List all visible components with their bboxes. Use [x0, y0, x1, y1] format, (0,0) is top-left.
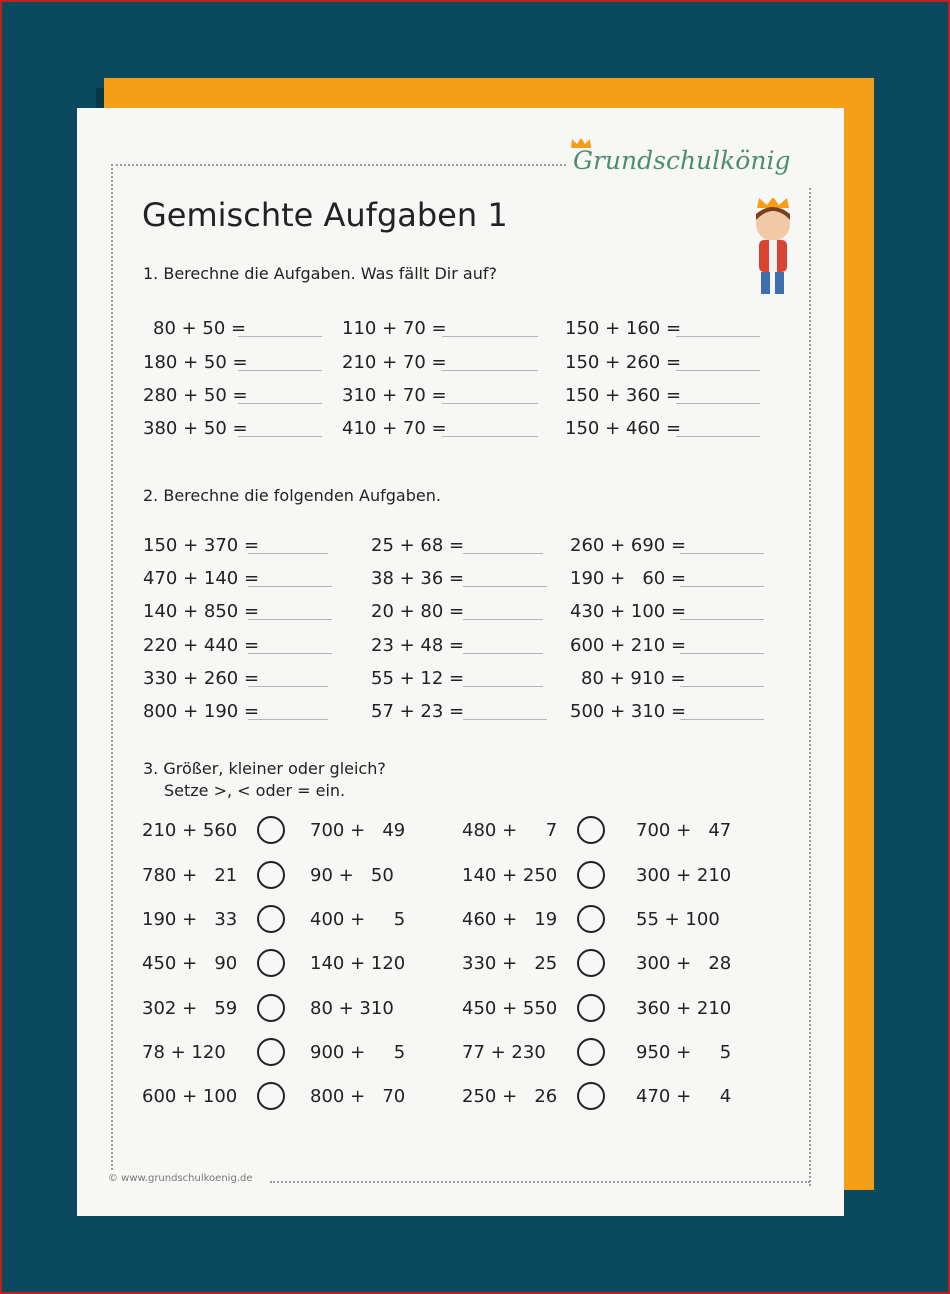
dotted-border-right: [809, 188, 811, 1186]
task1-equation: 80 + 50 =: [153, 318, 247, 339]
comparison-circle[interactable]: [257, 861, 285, 889]
comparison-circle[interactable]: [577, 1082, 605, 1110]
compare-right-expression: 700 + 47: [636, 820, 732, 841]
task2-equation: 330 + 260 =: [143, 668, 260, 689]
task1-equation: 150 + 360 =: [565, 385, 682, 406]
compare-left-expression: 780 + 21: [142, 865, 238, 886]
comparison-circle[interactable]: [577, 861, 605, 889]
answer-line[interactable]: [463, 686, 543, 687]
answer-line[interactable]: [463, 553, 543, 554]
task2-equation: 140 + 850 =: [143, 601, 260, 622]
task2-equation: 80 + 910 =: [581, 668, 686, 689]
boy-with-crown-icon: [745, 198, 800, 298]
comparison-circle[interactable]: [257, 905, 285, 933]
comparison-circle[interactable]: [577, 816, 605, 844]
task2-heading: 2. Berechne die folgenden Aufgaben.: [143, 486, 441, 505]
compare-left-expression: 210 + 560: [142, 820, 238, 841]
comparison-circle[interactable]: [577, 949, 605, 977]
answer-line[interactable]: [463, 653, 543, 654]
task2-equation: 600 + 210 =: [570, 635, 687, 656]
answer-line[interactable]: [248, 719, 328, 720]
task2-equation: 470 + 140 =: [143, 568, 260, 589]
answer-line[interactable]: [442, 336, 538, 337]
answer-line[interactable]: [680, 619, 764, 620]
compare-right-expression: 80 + 310: [310, 998, 394, 1019]
compare-left-expression: 140 + 250: [462, 865, 558, 886]
task2-equation: 150 + 370 =: [143, 535, 260, 556]
task2-equation: 23 + 48 =: [371, 635, 465, 656]
answer-line[interactable]: [238, 336, 322, 337]
compare-right-expression: 470 + 4: [636, 1086, 732, 1107]
answer-line[interactable]: [248, 553, 328, 554]
page-title: Gemischte Aufgaben 1: [142, 196, 508, 234]
compare-left-expression: 302 + 59: [142, 998, 238, 1019]
answer-line[interactable]: [463, 619, 543, 620]
compare-left-expression: 250 + 26: [462, 1086, 558, 1107]
compare-right-expression: 700 + 49: [310, 820, 406, 841]
task1-equation: 280 + 50 =: [143, 385, 248, 406]
compare-right-expression: 400 + 5: [310, 909, 406, 930]
task1-equation: 210 + 70 =: [342, 352, 447, 373]
task3-instruction: Setze >, < oder = ein.: [164, 781, 346, 800]
compare-left-expression: 600 + 100: [142, 1086, 238, 1107]
answer-line[interactable]: [248, 653, 332, 654]
answer-line[interactable]: [676, 336, 760, 337]
task2-equation: 500 + 310 =: [570, 701, 687, 722]
task1-equation: 410 + 70 =: [342, 418, 447, 439]
compare-right-expression: 300 + 210: [636, 865, 732, 886]
task2-equation: 20 + 80 =: [371, 601, 465, 622]
dotted-border-left: [111, 164, 113, 1170]
task1-equation: 310 + 70 =: [342, 385, 447, 406]
compare-left-expression: 450 + 550: [462, 998, 558, 1019]
compare-right-expression: 800 + 70: [310, 1086, 406, 1107]
task2-equation: 190 + 60 =: [570, 568, 687, 589]
task1-equation: 110 + 70 =: [342, 318, 447, 339]
answer-line[interactable]: [238, 403, 322, 404]
compare-right-expression: 950 + 5: [636, 1042, 732, 1063]
compare-right-expression: 900 + 5: [310, 1042, 406, 1063]
answer-line[interactable]: [676, 436, 760, 437]
answer-line[interactable]: [248, 686, 328, 687]
task2-equation: 800 + 190 =: [143, 701, 260, 722]
compare-right-expression: 360 + 210: [636, 998, 732, 1019]
task1-heading: 1. Berechne die Aufgaben. Was fällt Dir auf?: [143, 264, 497, 283]
task1-equation: 150 + 460 =: [565, 418, 682, 439]
footer-copyright: © www.grundschulkoenig.de: [108, 1173, 253, 1184]
task2-equation: 55 + 12 =: [371, 668, 465, 689]
task1-equation: 380 + 50 =: [143, 418, 248, 439]
compare-left-expression: 330 + 25: [462, 953, 558, 974]
compare-right-expression: 140 + 120: [310, 953, 406, 974]
task1-equation: 180 + 50 =: [143, 352, 248, 373]
answer-line[interactable]: [680, 553, 764, 554]
answer-line[interactable]: [442, 403, 538, 404]
task1-equation: 150 + 160 =: [565, 318, 682, 339]
compare-right-expression: 90 + 50: [310, 865, 394, 886]
task2-equation: 430 + 100 =: [570, 601, 687, 622]
answer-line[interactable]: [680, 719, 764, 720]
compare-left-expression: 450 + 90: [142, 953, 238, 974]
compare-left-expression: 190 + 33: [142, 909, 238, 930]
task2-equation: 57 + 23 =: [371, 701, 465, 722]
task2-equation: 220 + 440 =: [143, 635, 260, 656]
comparison-circle[interactable]: [257, 1038, 285, 1066]
answer-line[interactable]: [238, 370, 322, 371]
dotted-border-bottom: [270, 1181, 810, 1183]
brand-logo: Grundschulkönig: [573, 146, 791, 175]
comparison-circle[interactable]: [257, 994, 285, 1022]
compare-left-expression: 78 + 120: [142, 1042, 226, 1063]
comparison-circle[interactable]: [257, 1082, 285, 1110]
task2-equation: 25 + 68 =: [371, 535, 465, 556]
dotted-border-top: [111, 164, 566, 166]
comparison-circle[interactable]: [577, 1038, 605, 1066]
comparison-circle[interactable]: [257, 949, 285, 977]
answer-line[interactable]: [442, 436, 538, 437]
compare-right-expression: 55 + 100: [636, 909, 720, 930]
answer-line[interactable]: [680, 653, 764, 654]
compare-left-expression: 480 + 7: [462, 820, 558, 841]
compare-left-expression: 77 + 230: [462, 1042, 546, 1063]
task2-equation: 260 + 690 =: [570, 535, 687, 556]
answer-line[interactable]: [680, 586, 764, 587]
answer-line[interactable]: [238, 436, 322, 437]
comparison-circle[interactable]: [577, 994, 605, 1022]
task3-heading: 3. Größer, kleiner oder gleich?: [143, 759, 386, 778]
compare-left-expression: 460 + 19: [462, 909, 558, 930]
answer-line[interactable]: [676, 403, 760, 404]
answer-line[interactable]: [463, 586, 547, 587]
comparison-circle[interactable]: [577, 905, 605, 933]
answer-line[interactable]: [442, 370, 538, 371]
comparison-circle[interactable]: [257, 816, 285, 844]
answer-line[interactable]: [680, 686, 764, 687]
answer-line[interactable]: [248, 619, 332, 620]
answer-line[interactable]: [676, 370, 760, 371]
task2-equation: 38 + 36 =: [371, 568, 465, 589]
task1-equation: 150 + 260 =: [565, 352, 682, 373]
answer-line[interactable]: [463, 719, 547, 720]
answer-line[interactable]: [248, 586, 332, 587]
compare-right-expression: 300 + 28: [636, 953, 732, 974]
